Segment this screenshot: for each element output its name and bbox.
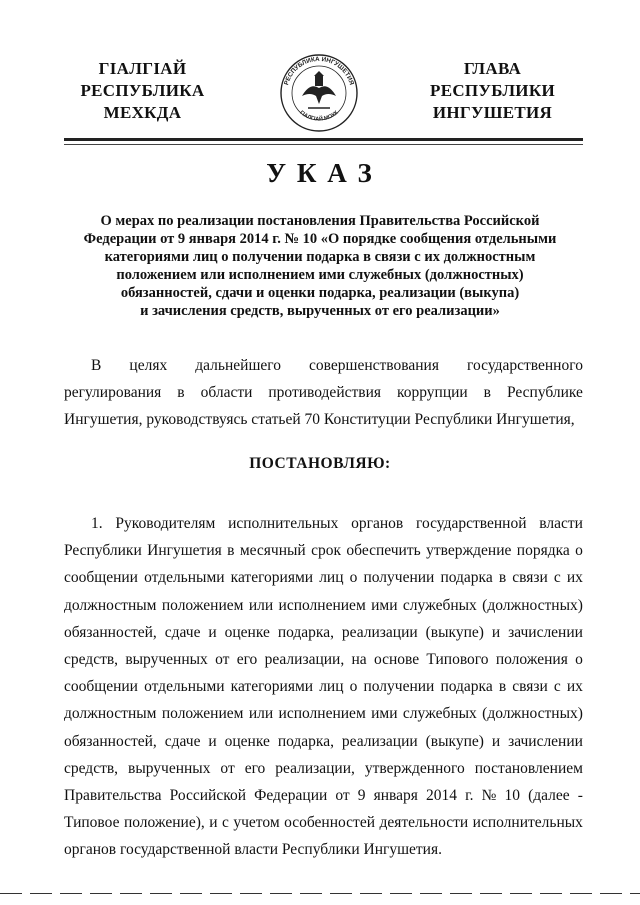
justified-line [64, 379, 583, 406]
word: о [575, 651, 583, 669]
item-1-paragraph [64, 510, 583, 864]
word: о [575, 542, 583, 560]
word: учетом [233, 814, 280, 832]
word: 10 [504, 787, 521, 805]
word: или [248, 705, 274, 723]
word: положением [161, 596, 244, 614]
word: основе [373, 651, 420, 669]
word: в [483, 384, 491, 402]
header-right-line: РЕСПУБЛИКИ [430, 81, 555, 100]
word: (выкупе) [425, 732, 484, 750]
document-subject [60, 212, 580, 320]
word: (далее [528, 787, 570, 805]
word: их [566, 569, 583, 587]
word: на [351, 651, 367, 669]
word: служебных [402, 705, 477, 723]
word: исполнительных [228, 515, 339, 532]
word: должностным [64, 705, 157, 723]
word: № [481, 787, 497, 805]
word: связи [512, 569, 548, 587]
decree-word: ПОСТАНОВЛЯЮ: [249, 455, 391, 472]
word: вырученных [125, 651, 208, 669]
word: категориями [230, 569, 314, 587]
header-right-russian [405, 58, 580, 124]
word: исполнительных [472, 814, 583, 832]
word: сдаче [164, 732, 201, 750]
word: государственной [416, 515, 527, 532]
word: утвержденного [364, 759, 465, 777]
subject-line: положением или исполнением ими служебных (должностных) [116, 267, 524, 283]
subject-line: и зачисления средств, вырученных от его реализации» [140, 303, 500, 319]
word: сообщении [64, 678, 138, 696]
word: оценке [224, 623, 270, 641]
word: Российской [169, 787, 247, 805]
justified-line [64, 700, 583, 727]
word: о [349, 569, 358, 587]
header-divider-thick [64, 138, 583, 141]
word: реализации, [264, 651, 345, 669]
justified-line [64, 592, 583, 619]
justified-line [64, 755, 583, 782]
svg-text:ГIАЛГIАЙ МОХК: ГIАЛГIАЙ МОХК [298, 109, 340, 123]
word: подарка, [277, 732, 334, 750]
word: сообщении [64, 569, 138, 587]
justified-line [64, 537, 583, 564]
word: должностным [64, 596, 157, 614]
word: дальнейшего [195, 357, 281, 374]
word: с [553, 569, 561, 587]
word: получении [363, 678, 435, 696]
svg-text:РЕСПУБЛИКА ИНГУШЕТИЯ: РЕСПУБЛИКА ИНГУШЕТИЯ [283, 55, 355, 86]
word: от [220, 759, 235, 777]
word: обязанностей, [64, 732, 157, 750]
word: исполнением [278, 596, 366, 614]
header-left-line: РЕСПУБЛИКА [80, 81, 205, 100]
word: с [222, 814, 229, 832]
word: подарка, [277, 623, 334, 641]
word: их [566, 678, 583, 696]
subject-line: Федерации от 9 января 2014 г. № 10 «О порядке сообщения отдельными [83, 231, 557, 247]
word: реализации [341, 623, 418, 641]
word: отдельными [144, 678, 225, 696]
word: Правительства [64, 787, 162, 805]
word: Ингушетия [147, 542, 222, 560]
word: от [215, 651, 230, 669]
word: - [577, 787, 583, 805]
word: Республики [64, 542, 142, 560]
word: реализации [341, 732, 418, 750]
word: подарка [440, 678, 493, 696]
word: связи [512, 678, 548, 696]
word: обеспечить [346, 542, 421, 560]
last-line: Ингушетия, руководствуясь статьей 70 Конституции Республики Ингушетия, [64, 411, 575, 429]
word: и [208, 732, 217, 750]
word: постановлением [474, 759, 583, 777]
word: положением [161, 705, 244, 723]
word: о [349, 678, 358, 696]
justified-line [64, 619, 583, 646]
word: в [498, 678, 507, 696]
word: лиц [319, 678, 344, 696]
word: его [236, 651, 258, 669]
word: органов [351, 515, 404, 532]
word: средств, [64, 759, 119, 777]
word: Федерации [254, 787, 328, 805]
justified-line [64, 510, 583, 537]
word: сдаче [164, 623, 201, 641]
scan-footer-line [0, 893, 640, 894]
word: лиц [319, 569, 344, 587]
header-right-line: ГЛАВА [463, 59, 522, 78]
word: зачислении [508, 732, 583, 750]
word: целях [129, 357, 168, 374]
word: в [498, 569, 507, 587]
word: января [373, 787, 418, 805]
justified-line [64, 728, 583, 755]
word: государственного [467, 357, 583, 374]
justified-line [64, 782, 583, 809]
subject-line: категориями лиц о получении подарка в связи с их должностным [104, 249, 536, 265]
word: (должностных) [482, 705, 583, 723]
word: противодействия [268, 384, 382, 402]
word: категориями [230, 678, 314, 696]
header-left-line: МЕХКДА [103, 103, 182, 122]
word: его [244, 759, 266, 777]
last-line: органов государственной власти Республики Ингушетия. [64, 841, 442, 859]
word: и [491, 623, 501, 641]
word: 9 [357, 787, 366, 805]
word: обязанностей, [64, 623, 157, 641]
word: 2014 [426, 787, 457, 805]
word: получении [363, 569, 435, 587]
subject-line: О мерах по реализации постановления Правительства Российской [100, 213, 540, 229]
word: деятельности [379, 814, 469, 832]
word: положение), [123, 814, 205, 832]
word: реализации, [275, 759, 355, 777]
word: или [248, 596, 274, 614]
word: средств, [64, 651, 119, 669]
word: В [91, 357, 102, 374]
header-left-line: ГIАЛГIАЙ [98, 59, 187, 78]
word: г. [465, 787, 474, 805]
word: (должностных) [482, 596, 583, 614]
justified-line [64, 646, 583, 673]
word: отдельными [144, 569, 225, 587]
justified-line [64, 564, 583, 591]
word: порядка [516, 542, 570, 560]
word: Типового [426, 651, 489, 669]
subject-line: обязанностей, сдачи и оценки подарка, реализации (выкупа) [120, 285, 520, 301]
word: в [227, 542, 235, 560]
word: зачислении [508, 623, 583, 641]
word: положения [495, 651, 568, 669]
word: срок [311, 542, 342, 560]
justified-line [64, 352, 583, 379]
word: регулирования [64, 384, 162, 402]
header-left-ingush [60, 58, 225, 124]
word: и [209, 814, 218, 832]
justified-line [64, 673, 583, 700]
header-divider-thin [64, 144, 583, 145]
justified-line [64, 809, 583, 836]
word: и [491, 732, 501, 750]
word: коррупции [396, 384, 468, 402]
word: и [208, 623, 217, 641]
word: подарка [440, 569, 493, 587]
word: области [200, 384, 253, 402]
header-right-line: ИНГУШЕТИЯ [432, 103, 553, 122]
word: ими [371, 705, 398, 723]
word: с [553, 678, 561, 696]
word: исполнением [278, 705, 366, 723]
word: служебных [402, 596, 477, 614]
word: Типовое [64, 814, 120, 832]
word: (выкупе) [425, 623, 484, 641]
word: вырученных [128, 759, 211, 777]
word: в [177, 384, 185, 402]
word: особенностей [284, 814, 375, 832]
word: утверждение [426, 542, 512, 560]
word: месячный [239, 542, 306, 560]
word: от [335, 787, 350, 805]
word: 1. [91, 515, 103, 532]
word: власти [539, 515, 583, 532]
emblem-seal-icon [278, 52, 360, 134]
word: ими [371, 596, 398, 614]
word: Республике [506, 384, 583, 402]
word: оценке [224, 732, 270, 750]
document-title: У К А З [266, 158, 374, 188]
word: Руководителям [115, 515, 216, 532]
preamble-paragraph [64, 352, 583, 434]
word: совершенствования [309, 357, 439, 374]
